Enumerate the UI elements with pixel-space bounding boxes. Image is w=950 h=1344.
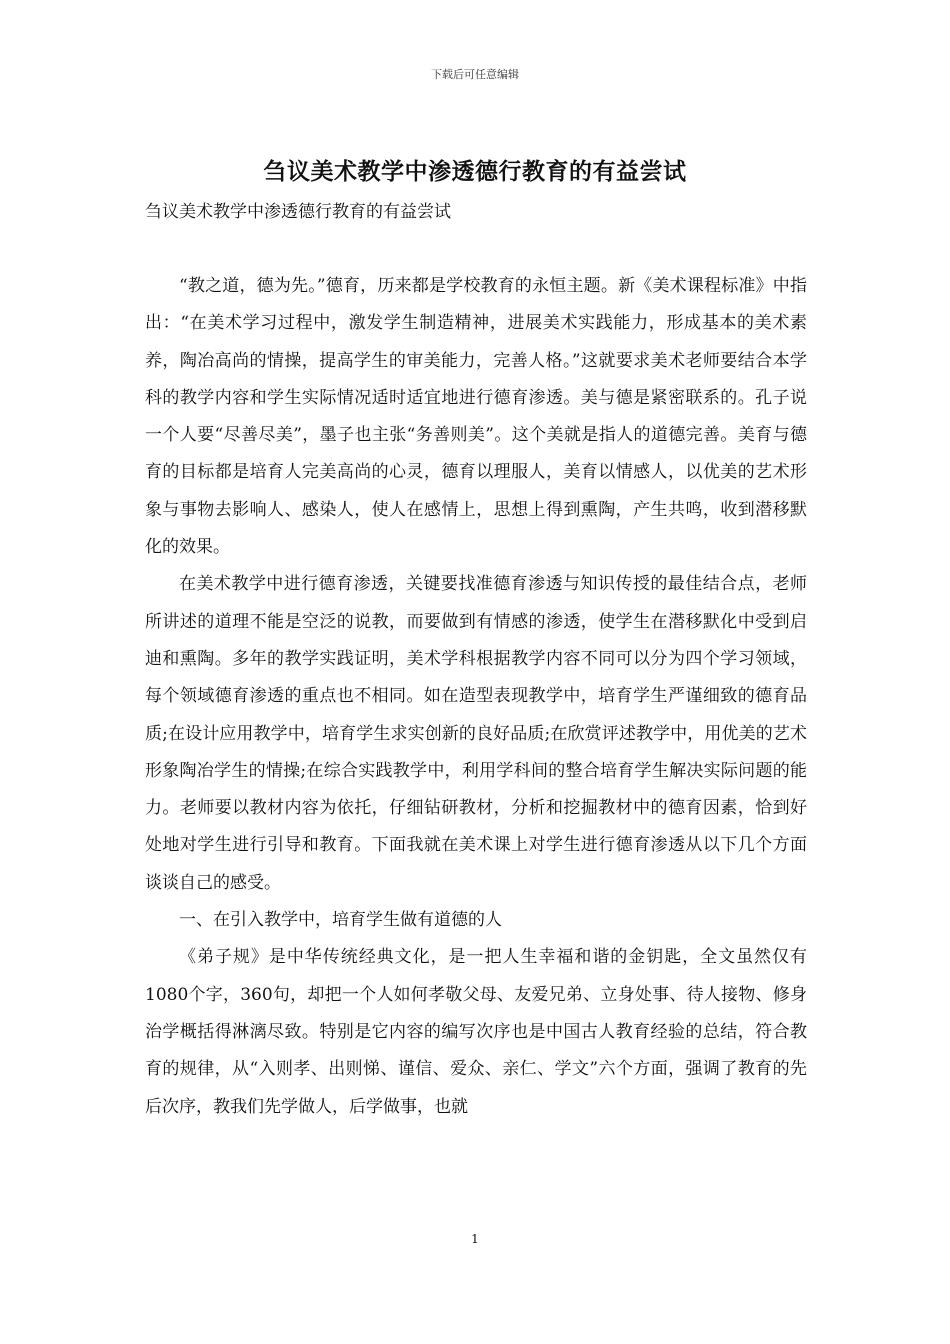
- document-body: [145, 268, 807, 1126]
- document-subtitle: 刍议美术教学中渗透德行教育的有益尝试: [145, 202, 451, 222]
- document-title: 刍议美术教学中渗透德行教育的有益尝试: [263, 159, 687, 185]
- section-heading: 一、在引入教学中，培育学生做有道德的人: [179, 910, 502, 931]
- page-number: 1: [471, 1232, 479, 1246]
- paragraph: 《弟子规》是中华传统经典文化，是一把人生幸福和谐的金钥匙，全文虽然仅有1080个字，360句，却把一个人如何孝敬父母、友爱兄弟、立身处事、待人接物、修身治学概括得淋漓尽致。特别是它内容的编写次序也是中国古人教育经验的总结，符合教育的规律，从“入则孝、出则悌、谨信、爱众、亲仁、学文”六个方面，强调了教育的先后次序，教我们先学做人，后学做事，也就: [145, 947, 807, 1117]
- paragraph: 在美术教学中进行德育渗透，关键要找准德育渗透与知识传授的最佳结合点，老师所讲述的道理不能是空泛的说教，而要做到有情感的渗透，使学生在潜移默化中受到启迪和熏陶。多年的教学实践证明，美术学科根据教学内容不同可以分为四个学习领域，每个领域德育渗透的重点也不相同。如在造型表现教学中，培育学生严谨细致的德育品质;在设计应用教学中，培育学生求实创新的良好品质;在欣赏评述教学中，用优美的艺术形象陶冶学生的情操;在综合实践教学中，利用学科间的整合培育学生解决实际问题的能力。老师要以教材内容为依托，仔细钻研教材，分析和挖掘教材中的德育因素，恰到好处地对学生进行引导和教育。下面我就在美术课上对学生进行德育渗透从以下几个方面谈谈自己的感受。: [145, 574, 807, 893]
- page-header: 下载后可任意编辑: [431, 68, 519, 81]
- paragraph: “教之道，德为先。”德育，历来都是学校教育的永恒主题。新《美术课程标准》中指出：“在美术学习过程中，激发学生制造精神，进展美术实践能力，形成基本的美术素养，陶冶高尚的情操，提高学生的审美能力，完善人格。”这就要求美术老师要结合本学科的教学内容和学生实际情况适时适宜地进行德育渗透。美与德是紧密联系的。孔子说一个人要“尽善尽美”，墨子也主张“务善则美”。这个美就是指人的道德完善。美育与德育的目标都是培育人完美高尚的心灵，德育以理服人，美育以情感人，以优美的艺术形象与事物去影响人、感染人，使人在感情上，思想上得到熏陶，产生共鸣，收到潜移默化的效果。: [145, 276, 807, 558]
